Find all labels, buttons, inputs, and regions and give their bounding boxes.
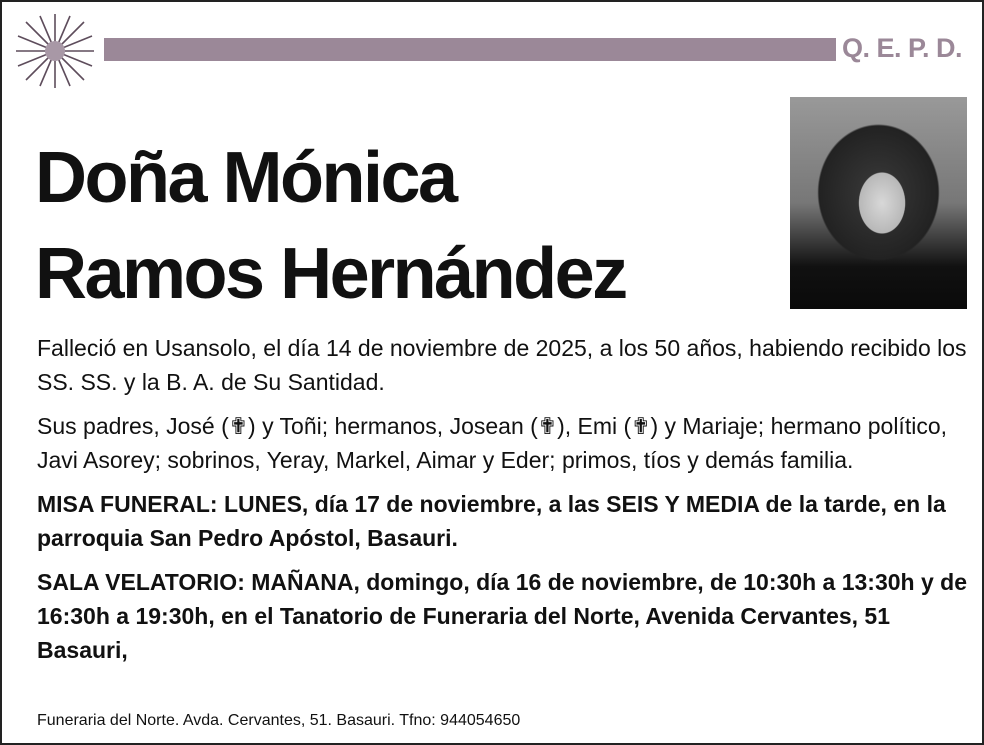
notice-body — [37, 331, 967, 677]
name-line-1: Doña Mónica — [35, 138, 456, 218]
death-paragraph: Falleció en Usansolo, el día 14 de noviembre de 2025, a los 50 años, habiendo recibido los SS. SS. y la B. A. de Su Santidad. — [37, 335, 967, 395]
deceased-name — [35, 130, 626, 322]
thistle-flower-icon — [12, 12, 98, 90]
deceased-photo — [790, 97, 967, 309]
funeral-home-footer: Funeraria del Norte. Avda. Cervantes, 51. Basauri. Tfno: 944054650 — [37, 712, 521, 729]
header-bar — [104, 38, 836, 61]
funeral-mass-paragraph: MISA FUNERAL: LUNES, día 17 de noviembre, a las SEIS Y MEDIA de la tarde, en la parroquia San Pedro Apóstol, Basauri. — [37, 491, 946, 551]
name-line-2: Ramos Hernández — [35, 234, 626, 314]
wake-paragraph: SALA VELATORIO: MAÑANA, domingo, día 16 de noviembre, de 10:30h a 13:30h y de 16:30h a 19:30h, en el Tanatorio de Funeraria del Norte, Avenida Cervantes, 51 Basauri, — [37, 569, 967, 663]
family-paragraph: Sus padres, José (✟) y Toñi; hermanos, Josean (✟), Emi (✟) y Mariaje; hermano político, Javi Asorey; sobrinos, Yeray, Markel, Aimar y Eder; primos, tíos y demás familia. — [37, 413, 948, 473]
qepd-badge: Q. E. P. D. — [842, 33, 963, 63]
